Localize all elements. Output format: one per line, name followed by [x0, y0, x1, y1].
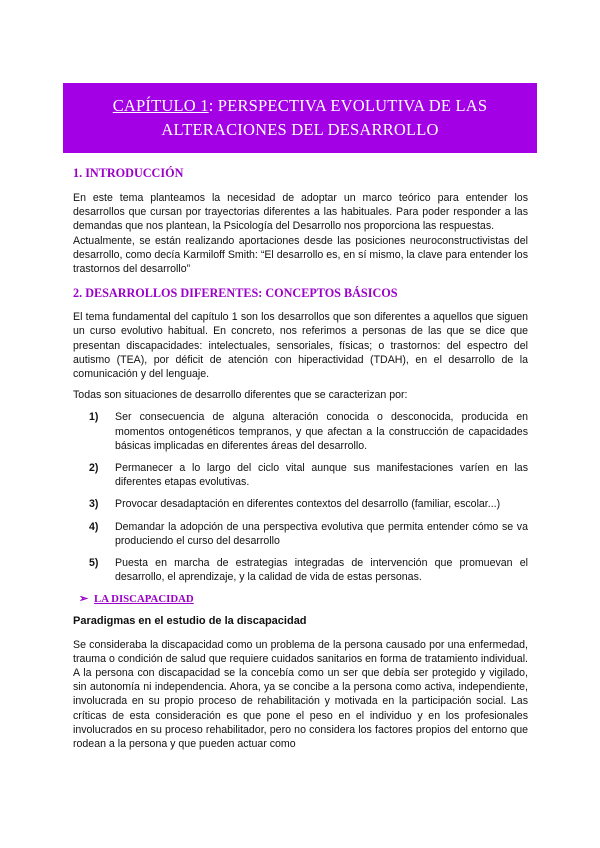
discapacidad-paragraph: Se consideraba la discapacidad como un problema de la persona causado por una enfermedad, trauma o condición de salud que requiere cuidados sanitarios en forma de tratamiento individual. A la persona con discapacidad se la concebía como un ser que debía ser protegido y vigilado, sin autonomía ni independencia. Ahora, ya se concibe a la persona como activa, independiente, involucrada en su propio proceso de rehabilitación y motivada en la participación social. Las críticas de esta consideración es que pone el peso en el individuo y en los profesionales involucrados en su proceso rehabilitador, pero no considera los factores propios del entorno que rodean a la persona y que pueden actuar como	[73, 638, 528, 751]
section-2-heading: 2. DESARROLLOS DIFERENTES: CONCEPTOS BÁSICOS	[73, 286, 398, 301]
chapter-title-rest: : PERSPECTIVA EVOLUTIVA DE LAS	[208, 96, 488, 115]
list-item-number: 3)	[89, 498, 99, 511]
characteristics-list	[73, 410, 528, 584]
arrow-bullet-icon: ➢	[79, 593, 89, 606]
chapter-title-line2: ALTERACIONES DEL DESARROLLO	[161, 120, 439, 139]
list-item-text: Ser consecuencia de alguna alteración conocida o desconocida, producida en momentos ontogenéticos tempranos, y que afectan a la construcción de capacidades básicas implicadas en diferentes áreas del desarrollo.	[115, 411, 528, 452]
discapacidad-heading	[79, 592, 528, 606]
list-item-number: 4)	[89, 520, 99, 533]
section-1-paragraph-2: Actualmente, se están realizando aportaciones desde las posiciones neuroconstructivistas del desarrollo, como decía Karmiloff Smith: “El desarrollo es, en sí mismo, la clave para entender los trastornos del desarrollo”	[73, 234, 528, 276]
list-item-text: Permanecer a lo largo del ciclo vital aunque sus manifestaciones varíen en las diferentes etapas evolutivas.	[115, 462, 528, 489]
list-item	[89, 461, 528, 489]
section-1-heading: 1. INTRODUCCIÓN	[73, 166, 184, 180]
list-item-number: 1)	[89, 411, 99, 424]
chapter-title-line1	[113, 94, 488, 118]
list-item-number: 5)	[89, 557, 99, 570]
chapter-number: CAPÍTULO 1	[112, 96, 209, 115]
list-item-text: Provocar desadaptación en diferentes contextos del desarrollo (familiar, escolar...)	[115, 498, 501, 511]
chapter-title-banner	[63, 83, 537, 153]
list-item-text: Puesta en marcha de estrategias integradas de intervención que promuevan el desarrollo, el aprendizaje, y la calidad de vida de estas personas.	[115, 557, 528, 584]
list-item	[89, 556, 528, 584]
document-body	[73, 165, 528, 751]
section-2-paragraph-1: El tema fundamental del capítulo 1 son los desarrollos que son diferentes a aquellos que siguen un curso evolutivo habitual. En concreto, nos referimos a personas de las que se dice que presentan discapacidades: intelectuales, sensoriales, físicas; o trastornos: del espectro del autismo (TEA), por déficit de atención con hiperactividad (TDAH), en el desarrollo de la comunicación y del lenguaje.	[73, 311, 528, 381]
section-2-paragraph-2: Todas son situaciones de desarrollo diferentes que se caracterizan por:	[73, 389, 408, 402]
list-item	[89, 497, 528, 511]
paradigms-subheading: Paradigmas en el estudio de la discapacidad	[73, 615, 307, 628]
list-item	[89, 520, 528, 548]
list-item-text: Demandar la adopción de una perspectiva evolutiva que permita entender cómo se va produciendo el curso del desarrollo	[115, 520, 528, 547]
list-item-number: 2)	[89, 462, 99, 475]
discapacidad-heading-text: LA DISCAPACIDAD	[94, 593, 194, 606]
section-1-paragraph-1: En este tema planteamos la necesidad de adoptar un marco teórico para entender los desarrollos que cursan por trayectorias diferentes a las habituales. Para poder responder a las demandas que nos plantean, la Psicología del Desarrollo nos proporciona las respuestas.	[73, 192, 528, 233]
list-item	[89, 410, 528, 453]
